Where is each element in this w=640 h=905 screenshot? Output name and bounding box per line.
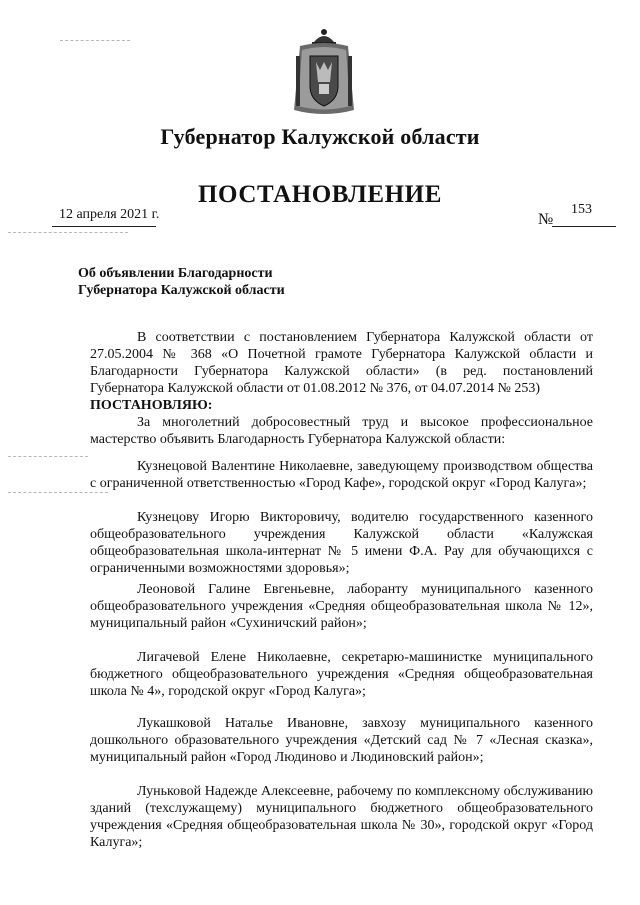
number-value: 153 (571, 202, 592, 217)
preamble (90, 329, 593, 448)
document-date: 12 апреля 2021 г. (59, 207, 160, 222)
award-entry: Лигачевой Елене Николаевне, секретарю-машинистке муниципального бюджетного общеобразовательного учреждения «Средняя общеобразовательная школа № 4», городской округ «Город Калуга»; (90, 650, 593, 699)
subject-line: Губернатора Калужской области (78, 283, 285, 298)
scan-artifact (60, 40, 130, 41)
document-subject (78, 265, 338, 299)
scan-artifact (8, 232, 128, 233)
award-intro: За многолетний добросовестный труд и высокое профессиональное мастерство объявить Благодарность Губернатора Калужской области: (90, 415, 593, 447)
date-underline (52, 226, 156, 227)
resolve-heading: ПОСТАНОВЛЯЮ: (90, 398, 213, 413)
governor-title: Губернатор Калужской области (160, 124, 480, 149)
award-entry: Кузнецовой Валентине Николаевне, заведующему производством общества с ограниченной ответственностью «Город Кафе», городской округ «Город Калуга»; (90, 459, 593, 491)
scan-artifact (8, 492, 108, 493)
award-entry: Леоновой Галине Евгеньевне, лаборанту муниципального казенного общеобразовательного учреждения «Средняя общеобразовательная школа № 12», муниципальный район «Сухиничский район»; (90, 582, 593, 631)
preamble-text: В соответствии с постановлением Губернатора Калужской области от 27.05.2004 № 368 «О Почетной грамоте Губернатора Калужской области и Благодарности Губернатора Калужской области» (в ред. постановлений Губернатора Калужской области от 01.08.2012 № 376, от 04.07.2014 № 253) (90, 330, 593, 396)
number-label: № (538, 211, 554, 228)
number-underline (552, 226, 616, 227)
award-entry: Кузнецову Игорю Викторовичу, водителю государственного казенного общеобразовательного учреждения Калужской области «Калужская общеобразовательная школа-интернат № 5 имени Ф.А. Рау для обучающихся с ограниченными возможностями здоровья»; (90, 510, 593, 576)
kaluga-coat-of-arms-icon (292, 26, 356, 118)
scan-artifact (8, 456, 88, 457)
subject-line: Об объявлении Благодарности (78, 266, 273, 281)
document-type-title: ПОСТАНОВЛЕНИЕ (197, 181, 443, 208)
award-entry: Луньковой Надежде Алексеевне, рабочему по комплексному обслуживанию зданий (техслужащему) муниципального бюджетного общеобразовательного учреждения «Средняя общеобразовательная школа № 30», городской округ «Город Калуга»; (90, 784, 593, 850)
award-entry: Лукашковой Наталье Ивановне, завхозу муниципального казенного дошкольного образовательного учреждения «Детский сад № 7 «Лесная сказка», муниципальный район «Город Людиново и Людиновский район»; (90, 716, 593, 765)
